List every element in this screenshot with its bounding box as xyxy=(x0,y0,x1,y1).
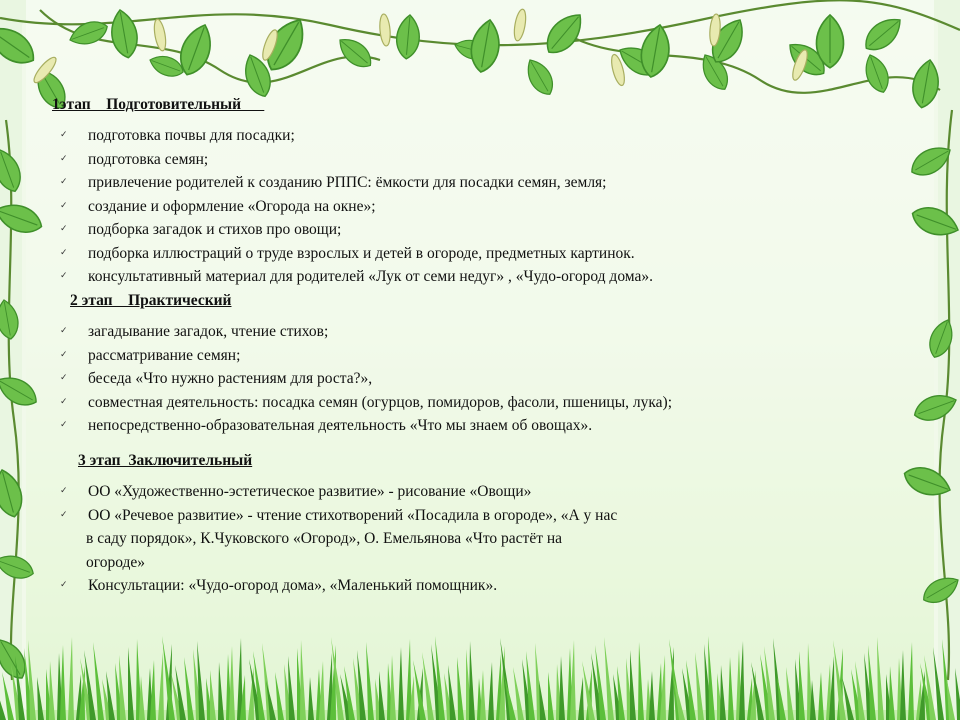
stage3-list xyxy=(60,480,617,598)
stage2-list xyxy=(60,320,672,438)
list-item: ✓ рассматривание семян; xyxy=(60,344,672,368)
check-icon: ✓ xyxy=(60,509,68,520)
list-item: ✓ Консультации: «Чудо-огород дома», «Маленький помощник». xyxy=(60,574,617,598)
list-item: ✓ привлечение родителей к созданию РППС: ёмкости для посадки семян, земля; xyxy=(60,171,653,195)
check-icon: ✓ xyxy=(60,200,68,211)
list-item: ✓ загадывание загадок, чтение стихов; xyxy=(60,320,672,344)
list-item: ✓ подготовка семян; xyxy=(60,148,653,172)
list-item: ✓ беседа «Что нужно растениям для роста?», xyxy=(60,367,672,391)
list-item: ✓ создание и оформление «Огорода на окне»; xyxy=(60,195,653,219)
check-icon: ✓ xyxy=(60,420,68,430)
list-item: ✓ ОО «Речевое развитие» - чтение стихотворений «Посадила в огороде», «А у нас xyxy=(60,504,617,528)
check-icon: ✓ xyxy=(60,153,68,164)
check-icon: ✓ xyxy=(60,177,68,187)
check-icon: ✓ xyxy=(60,224,68,234)
list-item: ✓ подборка загадок и стихов про овощи; xyxy=(60,218,653,242)
list-item: ✓ консультативный материал для родителей «Лук от семи недуг» , «Чудо-огород дома». xyxy=(60,265,653,289)
stage1-list xyxy=(60,124,653,289)
check-icon: ✓ xyxy=(60,396,68,407)
stage2-heading: 2 этап Практический xyxy=(70,292,232,309)
list-item-continuation: в саду порядок», К.Чуковского «Огород», О. Емельянова «Что растёт на xyxy=(86,530,563,547)
check-icon: ✓ xyxy=(60,349,68,360)
stage3-heading: 3 этап Заключительный xyxy=(78,452,253,469)
check-icon: ✓ xyxy=(60,271,68,281)
list-item-continuation: огороде» xyxy=(86,553,146,571)
check-icon: ✓ xyxy=(60,247,68,258)
check-icon: ✓ xyxy=(60,580,68,590)
check-icon: ✓ xyxy=(60,326,68,336)
list-item: ✓ непосредственно-образовательная деятельность «Что мы знаем об овощах». xyxy=(60,414,672,438)
list-item: ✓ ОО «Художественно-эстетическое развитие» - рисование «Овощи» xyxy=(60,480,617,504)
list-item: ✓ подготовка почвы для посадки; xyxy=(60,124,653,148)
check-icon: ✓ xyxy=(60,486,68,496)
stage1-heading: 1этап Подготовительный xyxy=(52,96,265,113)
check-icon: ✓ xyxy=(60,373,68,383)
list-item: ✓ совместная деятельность: посадка семян (огурцов, помидоров, фасоли, пшеницы, лука); xyxy=(60,391,672,415)
check-icon: ✓ xyxy=(60,130,68,140)
list-item: ✓ подборка иллюстраций о труде взрослых и детей в огороде, предметных картинок. xyxy=(60,242,653,266)
